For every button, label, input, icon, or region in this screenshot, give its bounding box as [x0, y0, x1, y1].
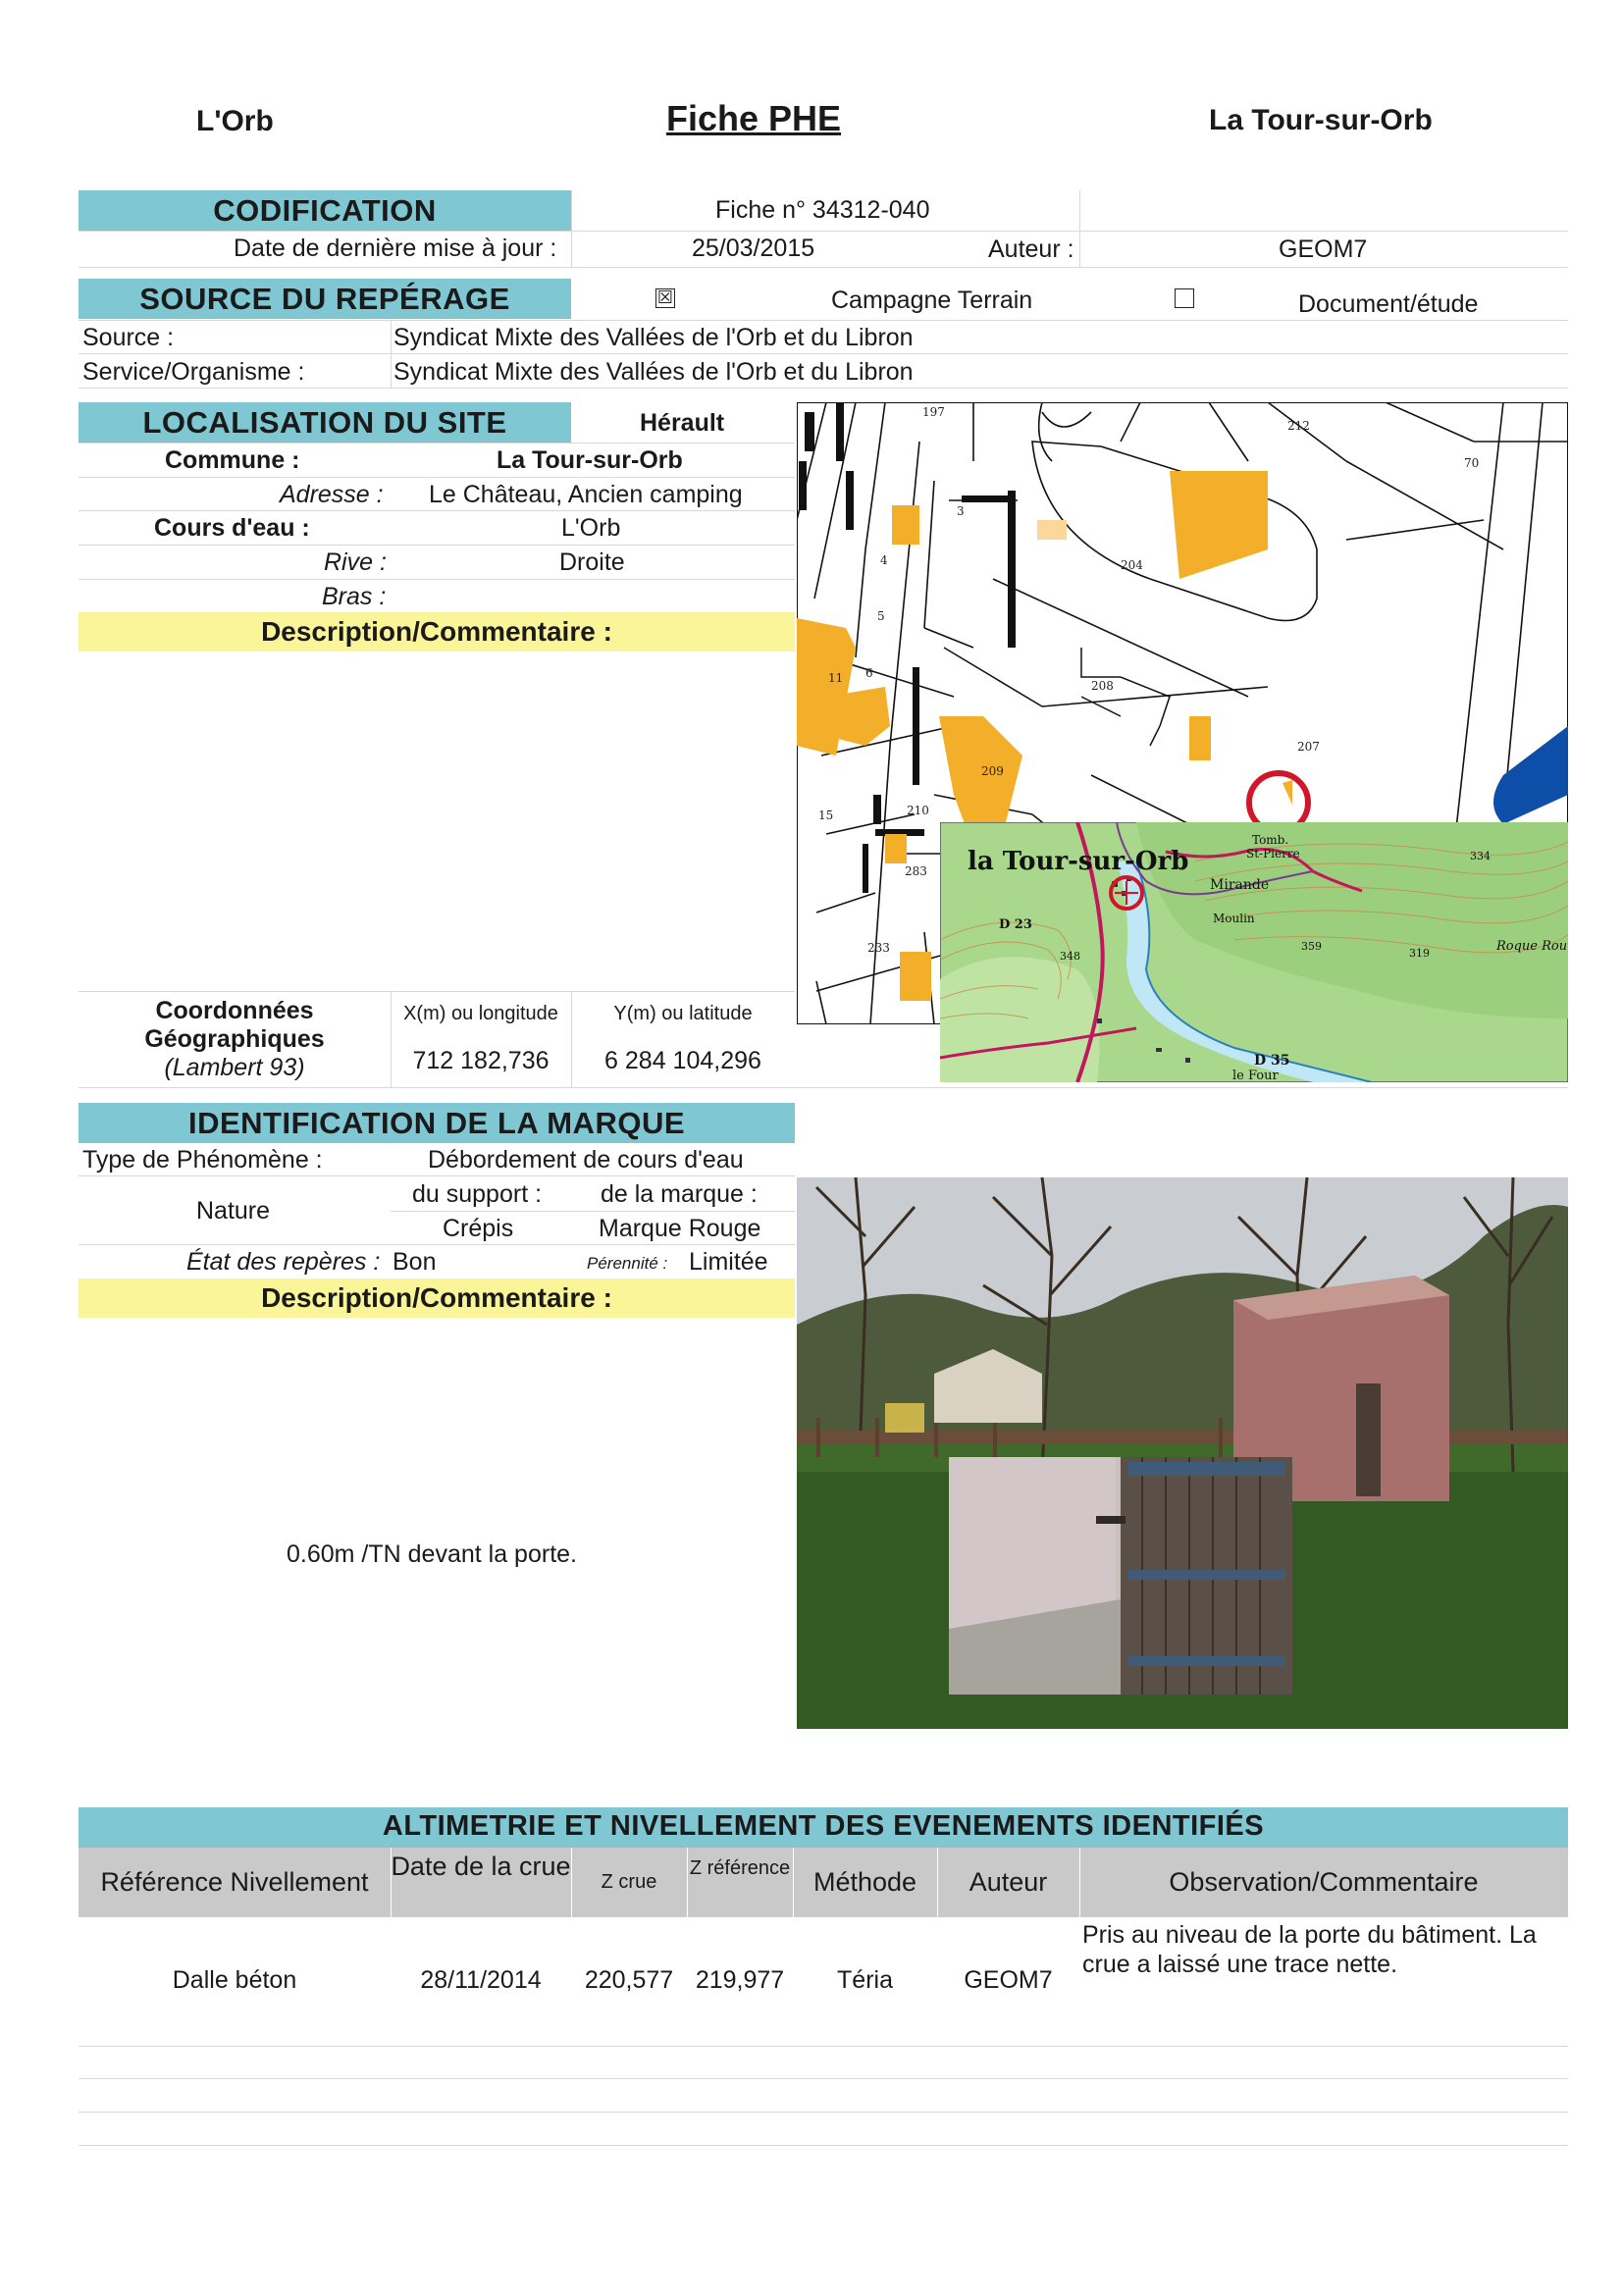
parcel-209: 209 [981, 764, 1004, 778]
marque-label: de la marque : [601, 1180, 758, 1208]
page-title: Fiche PHE [666, 98, 842, 138]
commune-value: La Tour-sur-Orb [497, 446, 683, 474]
codification-heading: CODIFICATION [213, 193, 437, 228]
author-label: Auteur : [988, 235, 1074, 263]
parcel-70: 70 [1464, 456, 1480, 470]
topo-319-label: 319 [1409, 947, 1430, 960]
author-value: GEOM7 [1279, 235, 1368, 263]
type-value: Débordement de cours d'eau [428, 1146, 744, 1174]
topo-st-pierre-label: St-Pierre [1246, 847, 1300, 861]
nature-label: Nature [196, 1197, 271, 1225]
topo-mirande-label: Mirande [1210, 877, 1270, 893]
topo-d35-label: D 35 [1254, 1053, 1290, 1069]
topo-334-label: 334 [1470, 850, 1491, 862]
commune-label: Commune : [165, 446, 300, 474]
perennite-value: Limitée [689, 1248, 768, 1276]
bras-label: Bras : [322, 583, 387, 610]
type-label: Type de Phénomène : [82, 1146, 323, 1174]
etat-value: Bon [393, 1248, 437, 1276]
source-band [79, 279, 571, 319]
source-heading: SOURCE DU REPÉRAGE [139, 282, 510, 316]
parcel-233: 233 [867, 941, 890, 955]
rive-label: Rive : [324, 548, 387, 576]
document-checkbox [1175, 288, 1194, 308]
topo-d23-label: D 23 [999, 917, 1032, 932]
localisation-description-heading: Description/Commentaire : [261, 616, 612, 647]
parcel-197: 197 [922, 405, 945, 419]
altimetrie-heading: ALTIMETRIE ET NIVELLEMENT DES EVENEMENTS IDENTIFIÉS [382, 1810, 1265, 1842]
parcel-207: 207 [1297, 740, 1320, 754]
localisation-band [79, 402, 571, 443]
campaign-checkbox: ☒ [656, 287, 674, 307]
y-label: Y(m) ou latitude [613, 1003, 753, 1024]
coord-label-1: Coordonnées [155, 997, 314, 1024]
parcel-6: 6 [865, 666, 873, 680]
topo-359-label: 359 [1301, 940, 1322, 953]
marque-heading: IDENTIFICATION DE LA MARQUE [187, 1106, 686, 1140]
service-label: Service/Organisme : [82, 358, 305, 386]
campaign-label: Campagne Terrain [831, 287, 1033, 314]
cell-date: 28/11/2014 [420, 1966, 542, 1994]
col-auteur: Auteur [969, 1867, 1048, 1897]
river-name: L'Orb [196, 105, 274, 137]
marque-band [79, 1103, 795, 1143]
date-label: Date de dernière mise à jour : [234, 235, 557, 262]
marque-value: Marque Rouge [599, 1215, 761, 1242]
service-value: Syndicat Mixte des Vallées de l'Orb et du Libron [393, 358, 914, 386]
parcel-212: 212 [1287, 419, 1310, 433]
parcel-3: 3 [957, 504, 965, 518]
col-observation: Observation/Commentaire [1169, 1867, 1479, 1897]
topo-map [940, 822, 1568, 1082]
localisation-heading: LOCALISATION DU SITE [142, 405, 507, 440]
topo-town-label: la Tour-sur-Orb [968, 847, 1189, 876]
cell-auteur: GEOM7 [964, 1966, 1053, 1994]
cell-z-crue: 220,577 [584, 1966, 674, 1994]
rive-value: Droite [559, 548, 625, 576]
marque-description-text: 0.60m /TN devant la porte. [287, 1540, 577, 1568]
topo-tomb-label: Tomb. [1252, 833, 1289, 847]
source-label: Source : [82, 324, 175, 351]
parcel-204: 204 [1121, 558, 1143, 572]
perennite-label: Pérennité : [587, 1254, 668, 1273]
cell-reference: Dalle béton [172, 1966, 297, 1994]
y-value: 6 284 104,296 [604, 1047, 761, 1074]
coord-label-2: Géographiques [144, 1025, 325, 1053]
col-z-reference: Z référence [689, 1857, 791, 1879]
parcel-11: 11 [828, 671, 844, 685]
cours-label: Cours d'eau : [154, 514, 310, 542]
fiche-number: Fiche n° 34312-040 [715, 196, 930, 224]
adresse-value: Le Château, Ancien camping [429, 481, 743, 508]
cell-methode: Téria [837, 1966, 893, 1994]
support-label: du support : [412, 1180, 543, 1208]
adresse-label: Adresse : [280, 481, 384, 508]
col-reference: Référence Nivellement [100, 1867, 369, 1897]
commune-name: La Tour-sur-Orb [1209, 104, 1433, 136]
parcel-5: 5 [877, 609, 885, 623]
col-date: Date de la crue [391, 1852, 571, 1881]
col-z-crue: Z crue [601, 1871, 657, 1893]
cours-value: L'Orb [561, 514, 621, 542]
parcel-210: 210 [907, 804, 929, 817]
cell-observation-line-1: Pris au niveau de la porte du bâtiment. La [1082, 1921, 1537, 1949]
marque-description-band [79, 1278, 795, 1318]
cell-z-reference: 219,977 [695, 1966, 785, 1994]
marque-description-heading: Description/Commentaire : [261, 1282, 612, 1313]
cell-observation-line-2: crue a laissé une trace nette. [1082, 1951, 1398, 1978]
altimetrie-band [79, 1807, 1568, 1848]
source-value: Syndicat Mixte des Vallées de l'Orb et du Libron [393, 324, 914, 351]
col-methode: Méthode [812, 1867, 917, 1897]
document-label: Document/étude [1298, 290, 1479, 318]
parcel-283: 283 [905, 864, 927, 878]
topo-roque-label: Roque Rou [1496, 939, 1568, 954]
topo-348-label: 348 [1060, 950, 1080, 963]
x-value: 712 182,736 [412, 1047, 550, 1074]
parcel-15: 15 [818, 809, 834, 822]
department: Hérault [640, 409, 725, 437]
parcel-4: 4 [880, 553, 888, 567]
topo-le-four-label: le Four [1232, 1069, 1279, 1082]
localisation-description-band [79, 612, 795, 652]
date-value: 25/03/2015 [692, 235, 815, 262]
topo-moulin-label: Moulin [1213, 912, 1255, 925]
etat-label: État des repères : [186, 1248, 381, 1276]
parcel-208: 208 [1091, 679, 1114, 693]
site-photo [797, 1177, 1568, 1729]
codification-band [79, 190, 571, 231]
support-value: Crépis [443, 1215, 514, 1242]
x-label: X(m) ou longitude [403, 1003, 558, 1024]
coord-label-3: (Lambert 93) [164, 1054, 305, 1081]
